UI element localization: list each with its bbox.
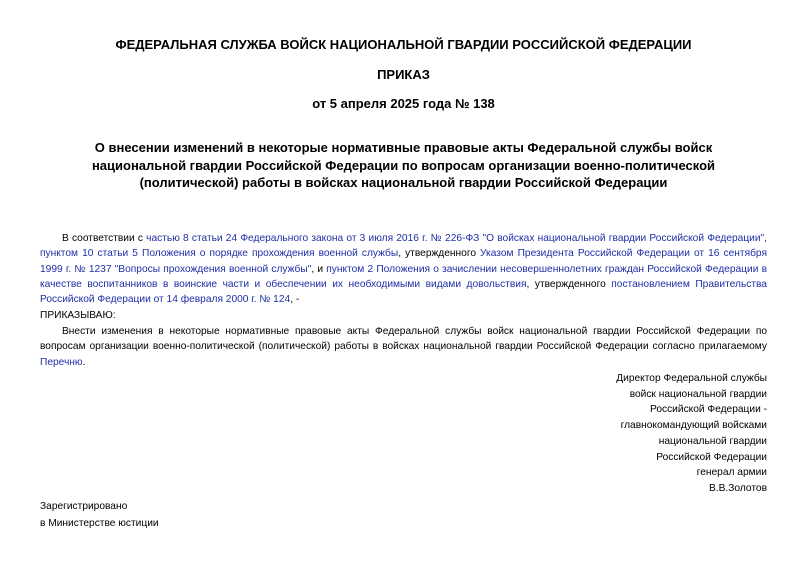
law-226-fz-link[interactable]: частью 8 статьи 24 Федерального закона от 3 июля 2016 г. № 226-ФЗ "О войсках национальной гвардии Российской Федерации", пунктом 10 статьи 5 Положения о порядке прохождения военной службы xyxy=(40,233,768,260)
signature-line: Директор Федеральной службы xyxy=(616,373,767,384)
order-paragraph xyxy=(40,324,767,370)
presidential-decree-1237-link[interactable]: Указом Президента Российской Федерации от 16 сентября 1999 г. № 1237 "Вопросы прохождения военной службы" xyxy=(40,248,767,275)
preamble-text: , утвержденного xyxy=(398,248,481,260)
signature-line: Российской Федерации - xyxy=(649,404,767,416)
registration-line: Зарегистрировано xyxy=(40,501,128,512)
preamble-text: , и xyxy=(311,263,327,275)
signature-line: главнокомандующий войсками xyxy=(620,420,767,432)
preamble-text: , - xyxy=(290,294,300,306)
order-word: ПРИКАЗЫВАЮ: xyxy=(40,310,116,321)
document-date-number: от 5 апреля 2025 года № 138 xyxy=(312,96,495,111)
signature-line: войск национальной гвардии xyxy=(629,388,767,400)
regulation-point-2-link[interactable]: пунктом 2 Положения о зачислении несовершеннолетних граждан Российской Федерации в качестве воспитанников в воинские части и обеспечении их необходимыми видами довольствия xyxy=(40,263,768,290)
preamble-text: В соответствии с xyxy=(62,233,147,244)
signature-line: Российской Федерации xyxy=(656,451,767,463)
order-text: Внести изменения в некоторые нормативные правовые акты Федеральной службы войск национальной гвардии Российской Федерации по вопросам организации военно-политической (политической) работы в войсках национальной гвардии Российской Федерации согласно прилагаемому xyxy=(40,326,767,353)
signature-line: национальной гвардии xyxy=(658,435,767,447)
government-resolution-124-link[interactable]: постановлением Правительства Российской Федерации от 14 февраля 2000 г. № 124 xyxy=(40,278,767,306)
signatory-name: В.В.Золотов xyxy=(709,482,767,494)
document-title: О внесении изменений в некоторые нормативные правовые акты Федеральной службы войск национальной гвардии Российской Федерации по вопросам организации военно-политической (политической) работы в войсках национальной гвардии Российской Федерации xyxy=(91,140,716,190)
agency-heading: ФЕДЕРАЛЬНАЯ СЛУЖБА ВОЙСК НАЦИОНАЛЬНОЙ ГВАРДИИ РОССИЙСКОЙ ФЕДЕРАЦИИ xyxy=(115,37,692,52)
signature-line: генерал армии xyxy=(696,467,767,479)
registration-line: в Министерстве юстиции xyxy=(40,517,159,529)
document-type: ПРИКАЗ xyxy=(377,67,430,82)
preamble-text: , утвержденного xyxy=(526,278,612,290)
list-link[interactable]: Перечню xyxy=(40,356,83,368)
order-text: . xyxy=(82,356,86,368)
preamble-paragraph xyxy=(40,231,767,307)
registration-block xyxy=(40,499,159,532)
signature-block xyxy=(467,371,767,497)
